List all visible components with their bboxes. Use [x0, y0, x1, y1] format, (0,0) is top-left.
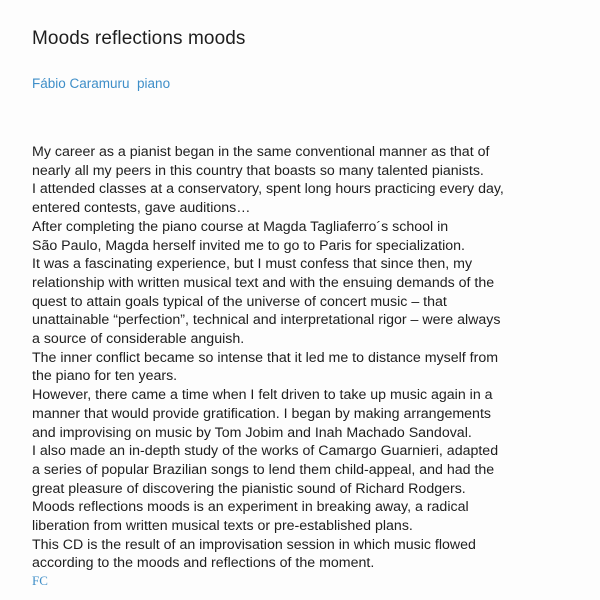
text-line: Moods reflections moods is an experiment in breaking away, a radical	[32, 499, 469, 516]
text-line: I attended classes at a conservatory, spent long hours practicing every day,	[32, 181, 504, 198]
text-line: It was a fascinating experience, but I must confess that since then, my	[32, 256, 473, 273]
text-line: entered contests, gave auditions…	[32, 200, 251, 217]
text-line: great pleasure of discovering the pianistic sound of Richard Rodgers.	[32, 480, 466, 497]
body-text	[32, 143, 592, 573]
text-line: according to the moods and reflections of the moment.	[32, 555, 375, 572]
text-line: and improvising on music by Tom Jobim and Inah Machado Sandoval.	[32, 424, 472, 441]
text-line: After completing the piano course at Magda Tagliaferro´s school in	[32, 218, 449, 235]
text-line: a source of considerable anguish.	[32, 331, 245, 348]
text-line: relationship with written musical text and with the ensuing demands of the	[32, 274, 495, 291]
text-line: quest to attain goals typical of the universe of concert music – that	[32, 293, 447, 310]
text-line: nearly all my peers in this country that boasts so many talented pianists.	[32, 162, 484, 179]
text-line: a series of popular Brazilian songs to lend them child-appeal, and had the	[32, 461, 495, 478]
text-line: manner that would provide gratification. I began by making arrangements	[32, 405, 491, 422]
text-line: This CD is the result of an improvisation session in which music flowed	[32, 536, 476, 553]
text-line: However, there came a time when I felt driven to take up music again in a	[32, 387, 493, 404]
text-line: liberation from written musical texts or pre-established plans.	[32, 518, 413, 535]
author-initials: FC	[32, 573, 48, 588]
text-line: My career as a pianist began in the same conventional manner as that of	[32, 144, 490, 160]
performer-credit: Fábio Caramuru piano	[32, 76, 171, 91]
page-title: Moods reflections moods	[32, 28, 246, 49]
text-line: the piano for ten years.	[32, 368, 178, 385]
text-line: unattainable “perfection”, technical and interpretational rigor – were always	[32, 312, 501, 329]
text-line: São Paulo, Magda herself invited me to go to Paris for specialization.	[32, 237, 465, 254]
text-line: I also made an in-depth study of the works of Camargo Guarnieri, adapted	[32, 443, 499, 460]
text-line: The inner conflict became so intense that it led me to distance myself from	[32, 349, 499, 366]
